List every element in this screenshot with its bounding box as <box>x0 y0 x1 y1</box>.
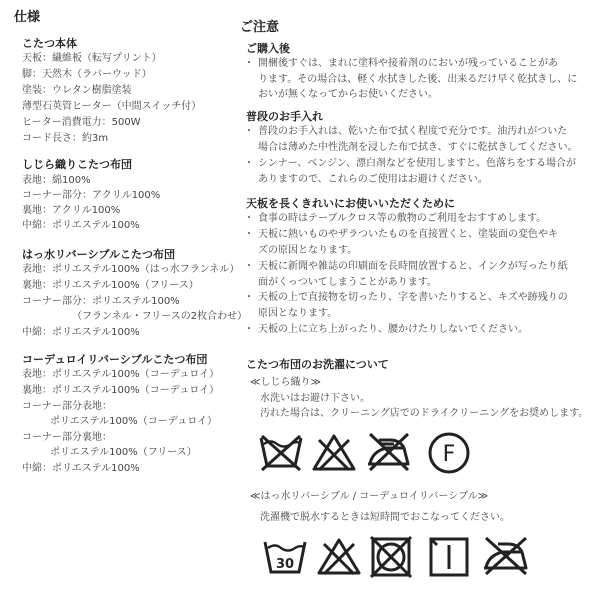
bullet-line: おいが無くなってからお使いください。 <box>258 89 438 100</box>
spec-line: コーナー部分裏地： <box>22 432 112 443</box>
bullet-dot: ・ <box>244 126 254 137</box>
bullet-line: 天板に熱いものやザラついたものを直接置くと、塗装面の変色やキ <box>258 229 558 240</box>
corduroy-heading: コーデュロイリバーシブルこたつ布団 <box>22 353 208 366</box>
spec-line: 脚：天然木（ラバーウッド） <box>22 69 152 80</box>
dry-clean-letter: F <box>442 442 456 467</box>
purchase-heading: ご購入後 <box>246 42 290 55</box>
spec-line: コーナー部分：ポリエステル100% <box>22 296 180 307</box>
spec-line: 表地：ポリエステル100%（コーデュロイ） <box>22 369 220 380</box>
bullet-dot: ・ <box>244 292 254 303</box>
spec-line: 表地：ポリエステル100%（はっ水フランネル） <box>22 264 240 275</box>
spec-line: コーナー部分：アクリル100% <box>22 190 161 201</box>
spec-line: 薄型石英管ヒーター（中間スイッチ付） <box>22 101 202 112</box>
care-line: 汚れた場合は、クリーニング店でのドライクリーニングをお奨めします。 <box>260 408 589 419</box>
spec-line: 中綿：ポリエステル100% <box>22 463 140 474</box>
spec-line: 裏地：ポリエステル100%（コーデュロイ） <box>22 385 220 396</box>
spec-line: （フランネル・フリースの2枚合わせ） <box>72 311 248 322</box>
no-tumble-dry-icon <box>368 534 414 580</box>
caution-bullet <box>244 211 594 227</box>
spec-line: ポリエステル100%（コーデュロイ） <box>50 416 218 427</box>
drip-dry-icon <box>426 534 472 580</box>
laundry-heading: こたつ布団のお洗濯について <box>246 358 389 371</box>
no-wash-icon <box>258 432 304 474</box>
bullet-line: 食事の時はテーブルクロス等の敷物のご利用をおすすめします。 <box>258 213 547 224</box>
no-iron-icon <box>364 430 414 474</box>
no-bleach-icon <box>316 536 362 578</box>
spec-line: ポリエステル100%（フリース） <box>50 447 197 458</box>
shijira-care-label: ≪しじら織り≫ <box>250 377 321 388</box>
bullet-line: シンナー、ベンジン、漂白剤などを使用しますと、色落ちをする場合が <box>258 158 577 169</box>
wash-temp: 30 <box>275 557 295 572</box>
no-iron-icon <box>480 534 532 578</box>
bullet-line: ズの原因となります。 <box>258 244 358 256</box>
shijira-heading: しじら織りこたつ布団 <box>22 158 132 171</box>
caution-bullet <box>244 156 594 187</box>
bullet-dot: ・ <box>244 229 254 240</box>
bullet-dot: ・ <box>244 213 254 224</box>
spec-line: ヒーター消費電力：500W <box>22 117 141 128</box>
caution-bullet <box>244 124 594 155</box>
care-heading: 普段のお手入れ <box>246 110 323 123</box>
bullet-line: 天板の上に立ち上がったり、腰かけたりしないでください。 <box>258 324 528 335</box>
bullet-line: ありますので、これらのご使用はお避けください。 <box>258 173 488 185</box>
spec-line: 中綿：ポリエステル100% <box>22 327 140 338</box>
bullet-line: 面がくっついてしまうことがあります。 <box>258 276 437 288</box>
spec-line: コード長さ：約3m <box>22 133 109 144</box>
spec-line: 天板：繊維板（転写プリント） <box>22 53 162 64</box>
kotatsu-heading: こたつ本体 <box>22 37 77 50</box>
spec-title: 仕様 <box>14 10 41 25</box>
bullet-line: 場合は薄めた中性洗剤を浸した布で拭き、すぐに乾拭きしてください。 <box>258 141 578 153</box>
care-line: 水洗いはお避け下さい。 <box>260 393 370 404</box>
bullet-line: ります。その場合は、軽く水拭きした後、出来るだけ早く乾拭きし、に <box>258 73 578 85</box>
wash-30-icon <box>262 536 308 578</box>
spec-line: 塗装：ウレタン樹脂塗装 <box>22 85 132 96</box>
caution-bullet <box>244 227 594 258</box>
bullet-line: 天板の上で直接物を切ったり、字を書いたりすると、キズや跡残りの <box>258 292 568 303</box>
bullet-line: 普段のお手入れは、乾いた布で拭く程度で充分です。油汚れがついた <box>258 126 568 137</box>
spec-line: 裏地：ポリエステル100%（フリース） <box>22 280 199 291</box>
bullet-line: 原因となります。 <box>258 307 338 319</box>
spec-line: 裏地：アクリル100% <box>22 205 121 216</box>
reversible-care-label: ≪はっ水リバーシブル / コーデュロイリバーシブル≫ <box>250 491 489 502</box>
bullet-dot: ・ <box>244 261 254 272</box>
longuse-heading: 天板を長くきれいにお使いいただくために <box>246 197 455 210</box>
care-line: 洗濯機で脱水するときは短時間でおこなってください。 <box>260 512 510 523</box>
hassui-heading: はっ水リバーシブルこたつ布団 <box>22 248 176 261</box>
bullet-dot: ・ <box>244 324 254 335</box>
caution-bullet <box>244 322 594 338</box>
bullet-line: 開梱後すぐは、まれに塗料や接着剤のにおいが残っていることがあ <box>258 58 558 69</box>
caution-bullet <box>244 290 594 321</box>
caution-bullet <box>244 56 594 103</box>
caution-title: ご注意 <box>240 20 280 35</box>
caution-bullet <box>244 259 594 290</box>
spec-line: 表地：綿100% <box>22 175 91 186</box>
bullet-dot: ・ <box>244 158 254 169</box>
bullet-line: 天板に新聞や雑誌の印刷面を長時間放置すると、インクが写ったり紙 <box>258 261 568 272</box>
dry-clean-f-icon <box>426 430 472 476</box>
no-bleach-icon <box>311 432 357 474</box>
spec-line: コーナー部分表地： <box>22 401 112 412</box>
bullet-dot: ・ <box>244 58 254 69</box>
spec-line: 中綿：ポリエステル100% <box>22 220 140 231</box>
